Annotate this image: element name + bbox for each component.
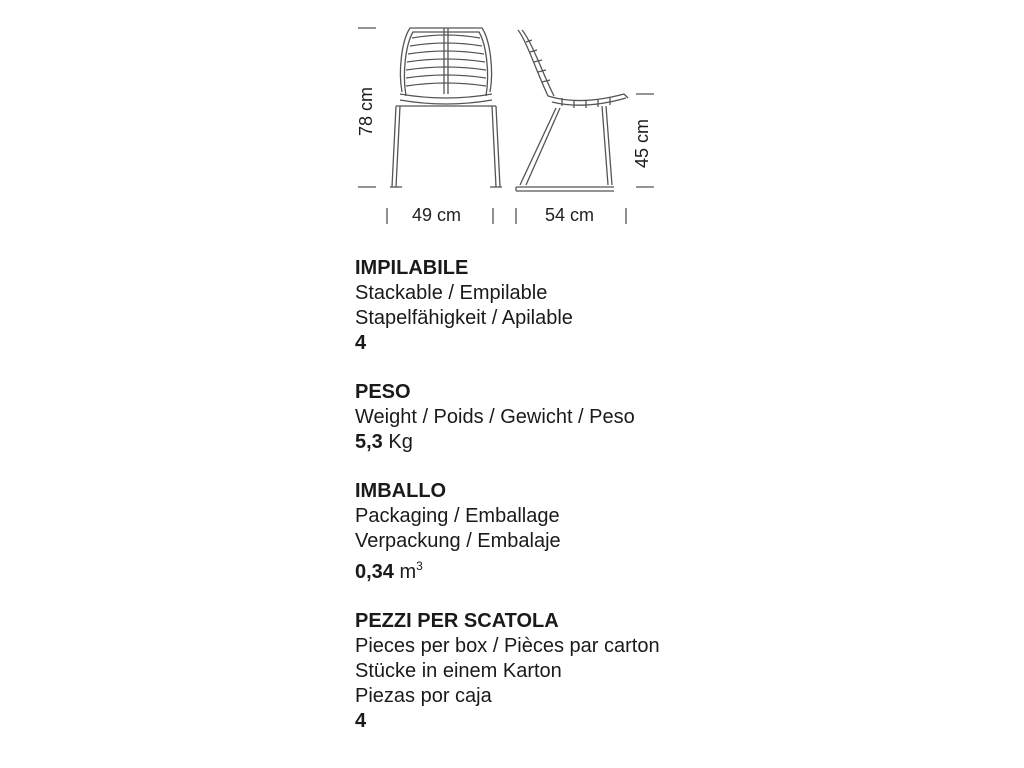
spec-packaging — [355, 479, 915, 585]
spec-translation: Stackable / Empilable — [355, 282, 548, 304]
spec-translation: Stapelfähigkeit / Apilable — [355, 307, 573, 329]
spec-translation: Stücke in einem Karton — [355, 660, 562, 682]
spec-title: IMBALLO — [355, 480, 447, 502]
spec-translation: Pieces per box / Pièces par carton — [355, 635, 660, 657]
chair-technical-drawing — [340, 10, 660, 235]
spec-list — [355, 256, 915, 758]
spec-value: 4 — [355, 332, 367, 354]
chair-front-view — [390, 28, 502, 187]
height-dimension-label: 78 cm — [356, 86, 376, 136]
width-dimension-label: 49 cm — [412, 205, 462, 225]
spec-translation: Weight / Poids / Gewicht / Peso — [355, 406, 635, 428]
spec-pieces-per-box — [355, 609, 915, 734]
spec-value: 0,34 $m^3$ — [355, 559, 423, 583]
spec-value: 5,3 Kg — [355, 431, 413, 453]
spec-title: IMPILABILE — [355, 257, 469, 279]
chair-side-view — [516, 30, 628, 191]
depth-dimension-label: 54 cm — [545, 205, 595, 225]
spec-title: PEZZI PER SCATOLA — [355, 610, 559, 632]
spec-translation: Verpackung / Embalaje — [355, 530, 561, 552]
spec-value: 4 — [355, 710, 367, 732]
spec-weight — [355, 380, 915, 455]
seat-height-dimension-label: 45 cm — [632, 118, 652, 168]
spec-title: PESO — [355, 381, 411, 403]
spec-translation: Piezas por caja — [355, 685, 492, 707]
spec-stackable — [355, 256, 915, 356]
spec-translation: Packaging / Emballage — [355, 505, 560, 527]
